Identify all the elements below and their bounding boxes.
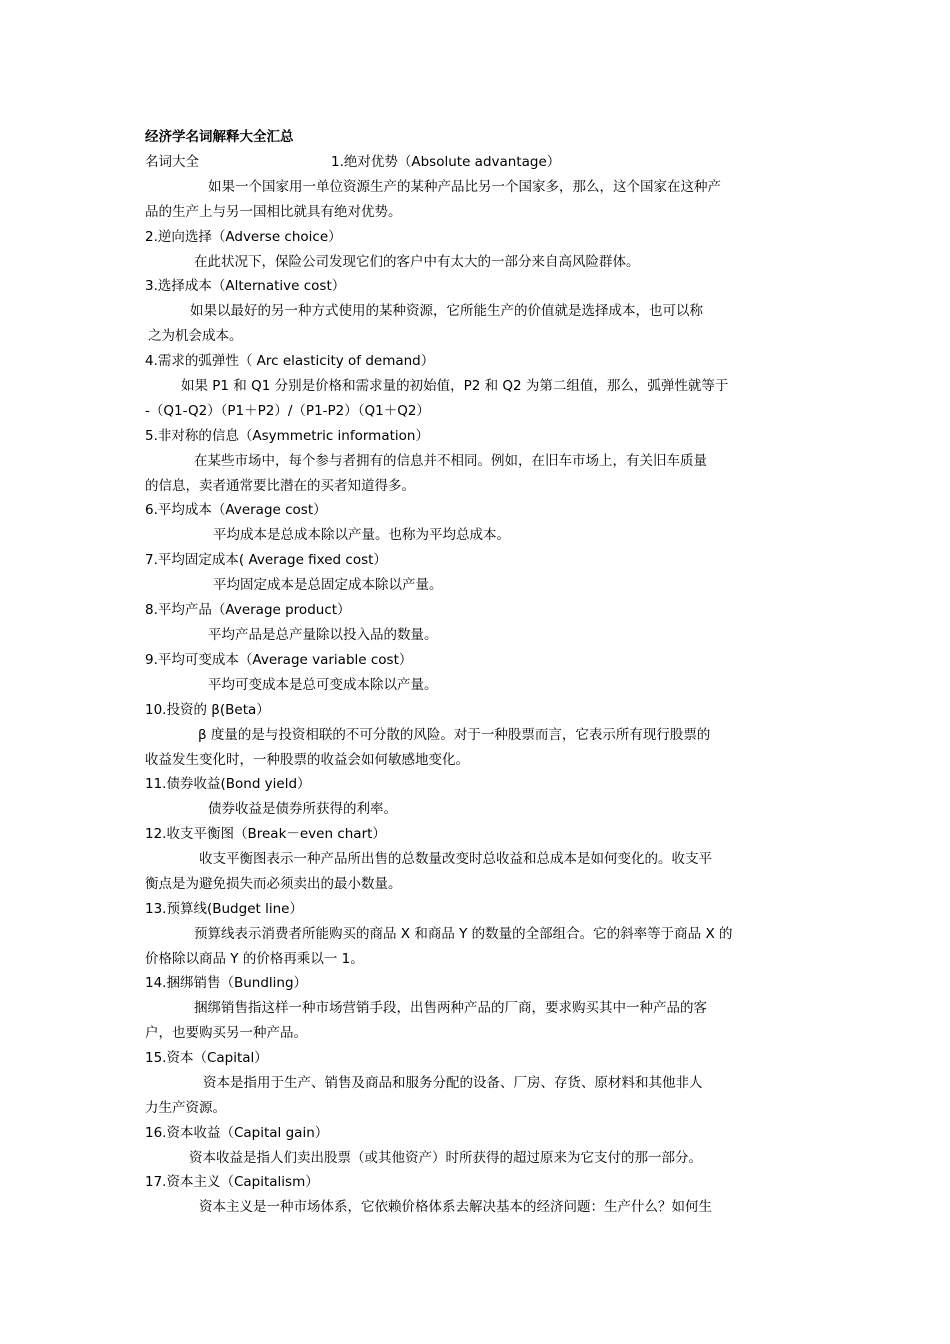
entry-definition: -（Q1-Q2）（P1＋P2）/（P1-P2）（Q1＋Q2） bbox=[145, 403, 430, 419]
entry-definition: 价格除以商品 Y 的价格再乘以一 1。 bbox=[145, 951, 364, 967]
entry-definition: 如果一个国家用一单位资源生产的某种产品比另一个国家多，那么，这个国家在这种产 bbox=[208, 179, 721, 195]
entry-term: 14.捆绑销售（Bundling） bbox=[145, 975, 308, 991]
entry-term: 10.投资的 β(Beta） bbox=[145, 702, 270, 718]
entry-definition: 捆绑销售指这样一种市场营销手段，出售两种产品的厂商，要求购买其中一种产品的客 bbox=[194, 1000, 707, 1016]
entry-term: 5.非对称的信息（Asymmetric information） bbox=[145, 428, 429, 444]
entry-definition: 的信息，卖者通常要比潜在的买者知道得多。 bbox=[145, 478, 415, 494]
entry-term: 4.需求的弧弹性（ Arc elasticity of demand） bbox=[145, 353, 435, 369]
entry-term: 3.选择成本（Alternative cost） bbox=[145, 278, 346, 294]
entry-term: 15.资本（Capital） bbox=[145, 1050, 268, 1066]
entry-definition: 衡点是为避免损失而必须卖出的最小数量。 bbox=[145, 876, 402, 892]
entry-term: 16.资本收益（Capital gain） bbox=[145, 1125, 329, 1141]
entry-definition: 平均成本是总成本除以产量。也称为平均总成本。 bbox=[213, 527, 510, 543]
entry-definition: 如果以最好的另一种方式使用的某种资源，它所能生产的价值就是选择成本，也可以称 bbox=[190, 303, 703, 319]
entry-definition: 资本主义是一种市场体系，它依赖价格体系去解决基本的经济问题：生产什么？如何生 bbox=[199, 1199, 712, 1215]
entry-definition: 在某些市场中，每个参与者拥有的信息并不相同。例如，在旧车市场上，有关旧车质量 bbox=[194, 453, 707, 469]
entry-definition: β 度量的是与投资相联的不可分散的风险。对于一种股票而言，它表示所有现行股票的 bbox=[198, 727, 711, 743]
entry-term: 17.资本主义（Capitalism） bbox=[145, 1174, 319, 1190]
entry-definition: 资本是指用于生产、销售及商品和服务分配的设备、厂房、存货、原材料和其他非人 bbox=[203, 1075, 703, 1091]
entry-definition: 平均固定成本是总固定成本除以产量。 bbox=[213, 577, 443, 593]
entry-definition: 预算线表示消费者所能购买的商品 X 和商品 Y 的数量的全部组合。它的斜率等于商品 X 的 bbox=[194, 926, 733, 942]
subtitle: 名词大全 bbox=[145, 154, 199, 170]
entry-term: 9.平均可变成本（Average variable cost） bbox=[145, 652, 413, 668]
entry-definition: 平均可变成本是总可变成本除以产量。 bbox=[208, 677, 438, 693]
entry-term: 12.收支平衡图（Break－even chart） bbox=[145, 826, 386, 842]
entry-definition: 收益发生变化时，一种股票的收益会如何敏感地变化。 bbox=[145, 752, 469, 768]
entry-definition: 之为机会成本。 bbox=[148, 328, 243, 344]
entry-definition: 户，也要购买另一种产品。 bbox=[145, 1025, 307, 1041]
entry-term: 11.债券收益(Bond yield） bbox=[145, 776, 311, 792]
entry-definition: 在此状况下，保险公司发现它们的客户中有太大的一部分来自高风险群体。 bbox=[194, 254, 640, 270]
entry-term: 1.绝对优势（Absolute advantage） bbox=[331, 154, 561, 170]
entry-term: 6.平均成本（Average cost） bbox=[145, 502, 327, 518]
entry-definition: 债券收益是债券所获得的利率。 bbox=[208, 801, 397, 817]
entry-definition: 如果 P1 和 Q1 分别是价格和需求量的初始值，P2 和 Q2 为第二组值，那么，弧弹性就等于 bbox=[181, 378, 729, 394]
entry-definition: 品的生产上与另一国相比就具有绝对优势。 bbox=[145, 204, 402, 220]
document-title: 经济学名词解释大全汇总 bbox=[145, 129, 294, 145]
entry-definition: 平均产品是总产量除以投入品的数量。 bbox=[208, 627, 438, 643]
entry-term: 8.平均产品（Average product） bbox=[145, 602, 351, 618]
entry-term: 2.逆向选择（Adverse choice） bbox=[145, 229, 342, 245]
entry-term: 13.预算线(Budget line） bbox=[145, 901, 303, 917]
entry-definition: 资本收益是指人们卖出股票（或其他资产）时所获得的超过原来为它支付的那一部分。 bbox=[189, 1150, 702, 1166]
entry-term: 7.平均固定成本( Average fixed cost） bbox=[145, 552, 387, 568]
entry-definition: 力生产资源。 bbox=[145, 1100, 226, 1116]
entry-definition: 收支平衡图表示一种产品所出售的总数量改变时总收益和总成本是如何变化的。收支平 bbox=[199, 851, 712, 867]
